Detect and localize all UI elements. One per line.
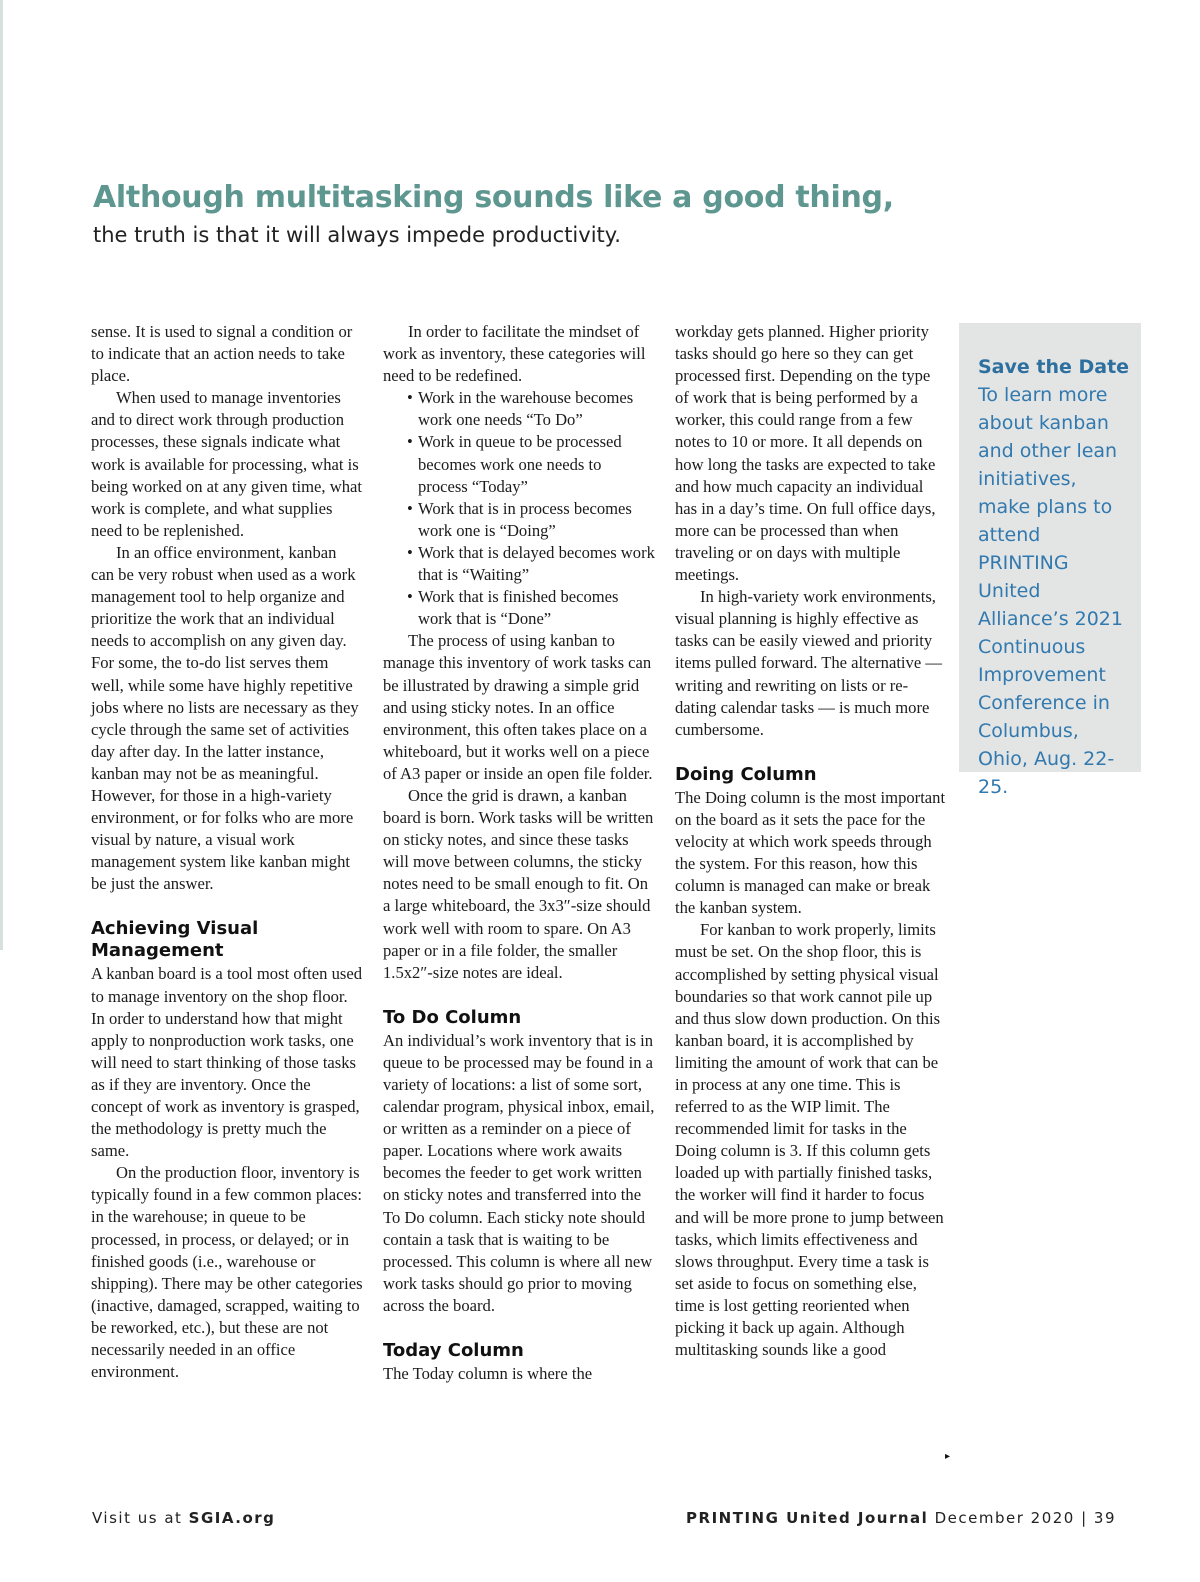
- list-item: • Work that is delayed becomes work that is “Waiting”: [407, 542, 655, 585]
- pull-quote-headline: Although multitasking sounds like a good thing,: [93, 180, 894, 215]
- article-column-3: [675, 321, 947, 1361]
- paragraph: sense. It is used to signal a condition or to indicate that an action needs to take place.: [91, 322, 353, 386]
- article-column-2: [383, 321, 655, 1385]
- save-the-date-sidebar: [959, 323, 1141, 798]
- paragraph: In an office environment, kanban can be very robust when used as a work management tool to help organize and prioritize the work that an individual needs to accomplish on any given day. For some, the to-do list serves them well, while some have highly repetitive jobs where no lists are necessary as they cycle through the same set of activities day after day. In the latter instance, kanban may not be as meaningful. However, for those in a high-variety environment, or for folks who are more visual by nature, a visual work management system like kanban might be just the answer.: [91, 542, 359, 894]
- pull-quote: [93, 178, 1093, 250]
- paragraph: An individual’s work inventory that is in queue to be processed may be found in a variety of locations: a list of some sort, calendar program, physical inbox, email, or written as a reminder on a piece of paper. Locations where work awaits becomes the feeder to get work written on sticky notes and transferred into the To Do column. Each sticky note should contain a task that is waiting to be processed. This column is where all new work tasks should go prior to moving across the board.: [383, 1030, 655, 1315]
- sidebar-title: Save the Date: [978, 356, 1130, 378]
- continued-arrow-icon: ▸: [945, 1451, 951, 1462]
- paragraph: For kanban to work properly, limits must be set. On the shop floor, this is accomplished by setting physical visual boundaries so that work cannot pile up and thus slow down production. On this kanban board, it is accomplished by limiting the amount of work that can be in process at any one time. This is referred to as the WIP limit. The recommended limit for tasks in the Doing column is 3. If this column gets loaded up with partially finished tasks, the worker will find it harder to focus and will be more prone to jump between tasks, which limits effectiveness and slows throughput. Every time a task is set aside to focus on something else, time is lost getting reoriented when picking it back up again. Although multitasking sounds like a good: [675, 920, 944, 1360]
- paragraph: In high-variety work environments, visual planning is highly effective as tasks can be easily viewed and priority items pulled forward. The alternative — writing and rewriting on lists or re-dating calendar tasks — is much more cumbersome.: [675, 587, 942, 739]
- list-item: • Work that is finished becomes work that is “Done”: [407, 587, 619, 629]
- section-heading-achieving-visual-management: Achieving Visual Management: [91, 918, 259, 962]
- page-edge-rule: [0, 0, 3, 950]
- footer-issue-page: December 2020 | 39: [928, 1509, 1116, 1527]
- paragraph: In order to facilitate the mindset of work as inventory, these categories will need to be redefined.: [383, 322, 646, 386]
- footer-site-link[interactable]: SGIA.org: [188, 1509, 276, 1527]
- paragraph: Once the grid is drawn, a kanban board is born. Work tasks will be written on sticky notes, and since these tasks will move between columns, the sticky notes need to be small enough to fit. On a large whiteboard, the 3x3″-size should work well with room to spare. On A3 paper or in a file folder, the smaller 1.5x2″-size notes are ideal.: [383, 785, 654, 982]
- bullet-marker: •: [407, 542, 413, 562]
- paragraph: workday gets planned. Higher priority tasks should go here so they can get processed first. Depending on the type of work that is being performed by a worker, this could range from a few notes to 10 or more. It all depends on how long the tasks are expected to take and how much capacity an individual has in a day’s time. On full office days, more can be processed than when traveling or on days with multiple meetings.: [675, 322, 936, 585]
- bullet-list: [383, 387, 655, 630]
- paragraph: The Doing column is the most important on the board as it sets the pace for the velocity at which work speeds through the system. For this reason, how this column is managed can make or break the kanban system.: [675, 787, 946, 918]
- section-heading-doing-column: Doing Column: [675, 763, 817, 785]
- footer-folio: [686, 1509, 1116, 1527]
- bullet-marker: •: [407, 498, 413, 518]
- footer-journal-name: PRINTING United Journal: [686, 1509, 929, 1527]
- paragraph: The process of using kanban to manage this inventory of work tasks can be illustrated by drawing a simple grid and using sticky notes. In an office environment, this often takes place on a whiteboard, but it works well on a piece of A3 paper or inside an open file folder.: [383, 631, 653, 783]
- footer-visit: Visit us at SGIA.org: [92, 1509, 276, 1527]
- list-item: • Work in the warehouse becomes work one needs “To Do”: [407, 388, 634, 430]
- list-item: • Work that is in process becomes work one is “Doing”: [407, 498, 632, 540]
- article-column-1: [91, 321, 363, 1383]
- paragraph: On the production floor, inventory is typically found in a few common places: in the warehouse; in queue to be processed, in process, or delayed; or in finished goods (i.e., warehouse or shipping). There may be other categories (inactive, damaged, scrapped, waiting to be reworked, etc.), but these are not necessarily needed in an office environment.: [91, 1163, 363, 1382]
- paragraph: When used to manage inventories and to direct work through production processes, these signals indicate what work is available for processing, what is being worked on at any given time, what work is complete, and what supplies need to be replenished.: [91, 388, 362, 540]
- sidebar-body: To learn more about kanban and other lean initiatives, make plans to attend PRINTING United Alliance’s 2021 Continuous Improvement Conference in Columbus, Ohio, Aug. 22-25.: [978, 384, 1123, 798]
- section-heading-to-do-column: To Do Column: [383, 1006, 522, 1028]
- bullet-marker: •: [407, 587, 413, 607]
- pull-quote-subline: the truth is that it will always impede productivity.: [93, 223, 621, 247]
- bullet-marker: •: [407, 388, 413, 408]
- paragraph: A kanban board is a tool most often used to manage inventory on the shop floor. In order to understand how that might apply to nonproduction work tasks, one will need to start thinking of those tasks as if they are inventory. Once the concept of work as inventory is grasped, the methodology is pretty much the same.: [91, 964, 362, 1161]
- section-heading-today-column: Today Column: [383, 1340, 524, 1362]
- paragraph: The Today column is where the: [383, 1364, 593, 1384]
- list-item: • Work in queue to be processed becomes work one needs to process “Today”: [407, 432, 622, 496]
- bullet-marker: •: [407, 432, 413, 452]
